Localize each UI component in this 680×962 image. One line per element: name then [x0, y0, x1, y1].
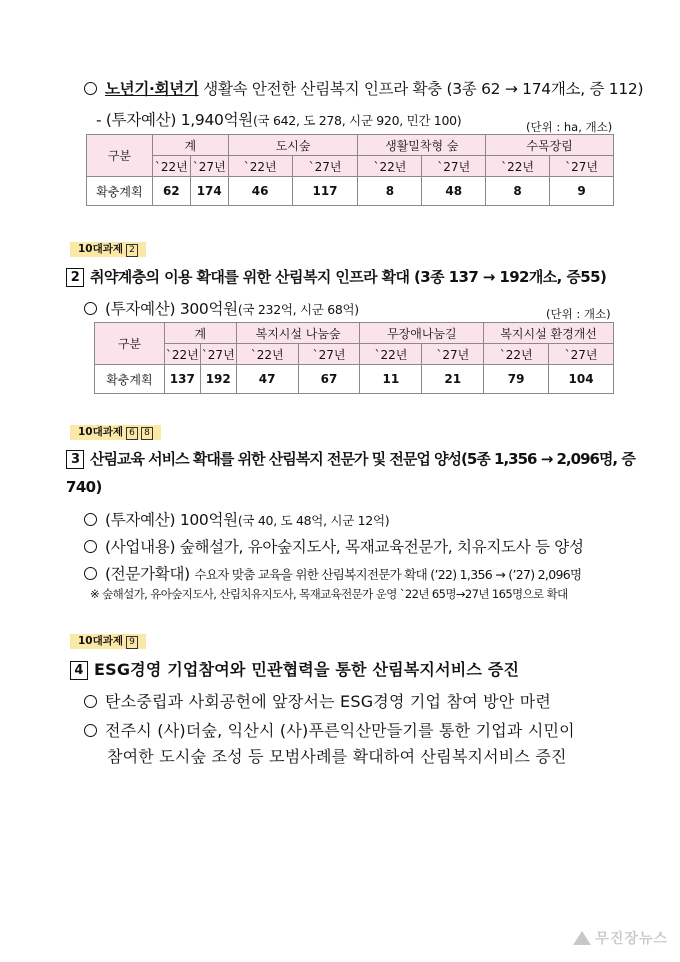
s2-table-year: `22년	[236, 344, 298, 365]
s1-table-group: 수목장림	[486, 135, 614, 156]
s1-table-year: `22년	[358, 156, 422, 177]
s2-title-text: 취약계층의 이용 확대를 위한 산림복지 인프라 확대 (3종 137 → 192개소, 증55)	[90, 268, 607, 286]
s4-bullet-partners	[84, 718, 575, 741]
s4-title-text: ESG경영 기업참여와 민관협력을 통한 산림복지서비스 증진	[94, 660, 520, 679]
circle-bullet-icon	[84, 513, 97, 526]
s1-unit: (단위 : ha, 개소)	[526, 120, 613, 134]
s1-table-cell: 8	[358, 177, 422, 206]
s1-table-group: 계	[152, 135, 228, 156]
watermark-text: 무진장뉴스	[595, 931, 668, 947]
s4-title	[70, 657, 519, 680]
s2-table-year: `22년	[164, 344, 200, 365]
s2-table-year: `27년	[298, 344, 360, 365]
s1-budget-detail: (국 642, 도 278, 시군 920, 민간 100)	[252, 113, 462, 128]
task-tag-num: 2	[126, 244, 138, 257]
section-number: 4	[70, 661, 88, 680]
s2-table-gubun: 구분	[95, 323, 165, 365]
s1-table-year: `27년	[292, 156, 358, 177]
s1-heading-underlined: 노년기·회년기	[105, 80, 199, 98]
s3-content-text: (사업내용) 숲해설가, 유아숲지도사, 목재교육전문가, 치유지도사 등 양성	[105, 538, 584, 556]
task-tag-num: 6	[126, 427, 138, 440]
s3-title	[66, 448, 635, 469]
s3-bullet-content	[84, 535, 584, 557]
s2-table-year: `27년	[549, 344, 614, 365]
s2-table-cell: 137	[164, 365, 200, 394]
s2-table-cell: 67	[298, 365, 360, 394]
s2-table-year: `27년	[200, 344, 236, 365]
s3-expert-main: (전문가확대)	[105, 565, 195, 583]
task-tag-num: 9	[126, 636, 138, 649]
s1-table-year: `22년	[486, 156, 550, 177]
task-tag	[70, 425, 161, 440]
s1-table-year: `27년	[190, 156, 228, 177]
s1-table-cell: 8	[486, 177, 550, 206]
s2-unit: (단위 : 개소)	[546, 307, 611, 321]
s3-title-line2: 740)	[66, 478, 102, 496]
s3-budget-main: (투자예산) 100억원	[105, 511, 238, 529]
s2-table	[94, 322, 614, 394]
s2-table-group: 무장애나눔길	[360, 323, 484, 344]
s1-table-year: `27년	[550, 156, 614, 177]
watermark	[573, 928, 668, 948]
s1-table-year: `22년	[228, 156, 292, 177]
s2-budget-detail: (국 232억, 시군 68억)	[237, 302, 359, 317]
task-tag-label: 10대과제	[78, 635, 124, 647]
s4-partners-line2: 참여한 도시숲 조성 등 모범사례를 확대하여 산림복지서비스 증진	[107, 747, 567, 766]
s2-table-group: 복지시설 나눔숲	[236, 323, 360, 344]
s2-table-year: `27년	[422, 344, 484, 365]
task-tag-num: 8	[141, 427, 153, 440]
s3-budget-detail: (국 40, 도 48억, 시군 12억)	[237, 513, 390, 528]
s4-esg-text: 탄소중립과 사회공헌에 앞장서는 ESG경영 기업 참여 방안 마련	[105, 692, 552, 711]
s2-budget	[84, 297, 359, 319]
s3-bullet-budget	[84, 508, 389, 530]
s1-table-cell: 117	[292, 177, 358, 206]
s1-budget-main: - (투자예산) 1,940억원	[96, 111, 253, 129]
s2-budget-main: (투자예산) 300억원	[105, 300, 238, 318]
s2-table-group: 복지시설 환경개선	[484, 323, 614, 344]
s2-table-cell: 21	[422, 365, 484, 394]
s1-table-cell: 174	[190, 177, 228, 206]
s2-table-year: `22년	[484, 344, 549, 365]
s1-heading	[84, 77, 643, 99]
s1-table-group: 도시숲	[228, 135, 358, 156]
section-number: 2	[66, 268, 84, 287]
circle-bullet-icon	[84, 82, 97, 95]
s4-partners-line1: 전주시 (사)더숲, 익산시 (사)푸른익산만들기를 통한 기업과 시민이	[105, 721, 575, 740]
s1-table-cell: 48	[422, 177, 486, 206]
s2-table-cell: 79	[484, 365, 549, 394]
s2-table-cell: 11	[360, 365, 422, 394]
circle-bullet-icon	[84, 695, 97, 708]
s3-expert-rest: 수요자 맞춤 교육을 위한 산림복지전문가 확대 (’22) 1,356 → (’27) 2,096명	[194, 567, 582, 582]
section-number: 3	[66, 450, 84, 469]
mountain-logo-icon	[573, 931, 591, 945]
s2-table-year: `22년	[360, 344, 422, 365]
s1-table-year: `22년	[152, 156, 190, 177]
s1-budget	[96, 108, 461, 130]
s1-table-gubun: 구분	[87, 135, 153, 177]
s1-table	[86, 134, 614, 206]
s2-table-cell: 192	[200, 365, 236, 394]
s1-heading-rest: 생활속 안전한 산림복지 인프라 확충 (3종 62 → 174개소, 증 112)	[198, 80, 644, 98]
s1-table-row-label: 확충계획	[87, 177, 153, 206]
s3-title-line1: 산림교육 서비스 확대를 위한 산림복지 전문가 및 전문업 양성(5종 1,356 → 2,096명, 증	[90, 450, 635, 468]
s2-table-cell: 47	[236, 365, 298, 394]
task-tag-label: 10대과제	[78, 426, 124, 438]
circle-bullet-icon	[84, 302, 97, 315]
circle-bullet-icon	[84, 567, 97, 580]
task-tag-label: 10대과제	[78, 243, 124, 255]
task-tag	[70, 242, 146, 257]
s2-table-group: 계	[164, 323, 236, 344]
task-tag	[70, 634, 146, 649]
s2-title	[66, 266, 606, 287]
s1-table-cell: 46	[228, 177, 292, 206]
s2-table-cell: 104	[549, 365, 614, 394]
s1-table-group: 생활밀착형 숲	[358, 135, 486, 156]
s1-table-cell: 62	[152, 177, 190, 206]
s1-table-year: `27년	[422, 156, 486, 177]
s4-bullet-esg	[84, 689, 551, 712]
s1-table-cell: 9	[550, 177, 614, 206]
s3-bullet-expert	[84, 562, 581, 584]
circle-bullet-icon	[84, 540, 97, 553]
s3-note: ※ 숲해설가, 유아숲지도사, 산림치유지도사, 목재교육전문가 운영 `22년 65명→27년 165명으로 확대	[90, 587, 568, 601]
circle-bullet-icon	[84, 724, 97, 737]
s2-table-row-label: 확충계획	[95, 365, 165, 394]
